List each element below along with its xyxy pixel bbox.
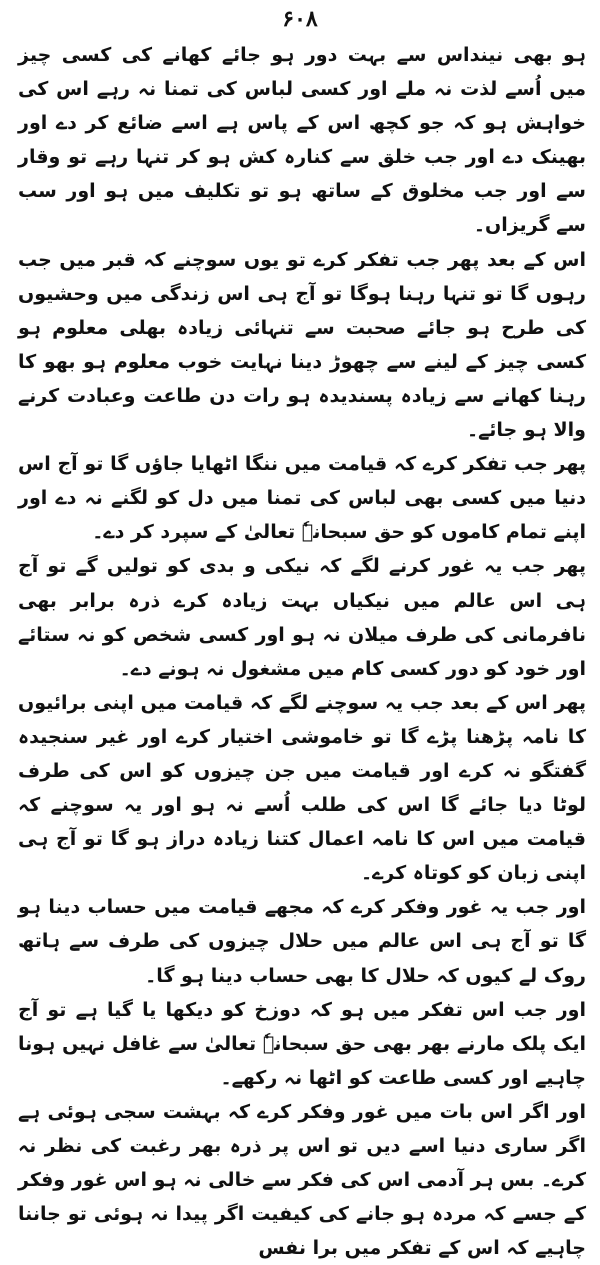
paragraph: اس کے بعد پھر جب تفکر کرے تو یوں سوچنے کہ قبر میں جب رہوں گا تو تنہا رہنا ہوگا تو آج ہی اس زندگی میں وحشیوں کی طرح ہو جائے صحبت سے تنہائی زیادہ بھلی معلوم ہو کسی چیز کے لینے سے چھوڑ دینا نہایت خوب معلوم ہو بھو کا رہنا کھانے سے زیادہ پسندیدہ ہو رات دن طاعت وعبادت کرنے والا ہو جائے۔ — [18, 248, 586, 442]
paragraph: پھر اس کے بعد جب یہ سوچنے لگے کہ قیامت میں اپنی برائیوں کا نامہ پڑھنا پڑے گا تو خاموشی اختیار کرے اور غیر سنجیدہ گفتگو نہ کرے اور قیامت میں جن چیزوں کو اس کی طرف لوٹا دیا جائے گا اس کی طلب اُسے نہ ہو اور یہ سوچنے کہ قیامت میں اس کا نامہ اعمال کتنا زیادہ دراز ہو گا تو آج ہی اپنی زبان کو کوتاہ کرے۔ — [18, 691, 586, 885]
paragraph: پھر جب یہ غور کرنے لگے کہ نیکی و بدی کو تولیں گے تو آج ہی اس عالم میں نیکیاں بہت زیادہ کرے ذرہ برابر بھی نافرمانی کی طرف میلان نہ ہو اور کسی شخص کو نہ ستائے اور خود کو دور کسی کام میں مشغول نہ ہونے دے۔ — [18, 555, 586, 680]
page-number: ۶۰۸ — [282, 6, 318, 32]
paragraph: اور جب یہ غور وفکر کرے کہ مجھے قیامت میں حساب دینا ہو گا تو آج ہی اس عالم میں حلال چیزوں کی طرف سے ہاتھ روک لے کیوں کہ حلال کا بھی حساب دینا ہو گا۔ — [18, 896, 586, 987]
paragraph: ہو بھی نینداس سے بہت دور ہو جائے کھانے کی کسی چیز میں اُسے لذت نہ ملے اور کسی لباس کی تمنا نہ رہے اس کی خواہش ہو کہ جو کچھ اس کے پاس ہے اسے ضائع کر دے اور بھینک دے اور جب خلق سے کنارہ کش ہو کر تنہا رہے تو وقار سے اور جب مخلوق کے ساتھ ہو تو تکلیف میں ہو اور سب سے گریزاں۔ — [18, 44, 586, 237]
paragraph: اور اگر اس بات میں غور وفکر کرے کہ بہشت سجی ہوئی ہے اگر ساری دنیا اسے دیں تو اس پر ذرہ بھر رغبت کی نظر نہ کرے۔ بس ہر آدمی اس کی فکر سے خالی نہ ہو اس غور وفکر کے جسے کہ مردہ ہو جانے کی کیفیت اگر پیدا نہ ہوئی تو جاننا چاہیے کہ اس کے تفکر میں برا نفس — [18, 1100, 586, 1260]
body-text — [18, 38, 586, 1265]
paragraph: پھر جب تفکر کرے کہ قیامت میں ننگا اٹھایا جاؤں گا تو آج اس دنیا میں کسی بھی لباس کی تمنا میں دل کو لگنے نہ دے اور اپنے تمام کاموں کو حق سبحانہٗ تعالیٰ کے سپرد کر دے۔ — [18, 453, 586, 544]
paragraph: اور جب اس تفکر میں ہو کہ دوزخ کو دیکھا یا گیا ہے تو آج ایک پلک مارنے بھر بھی حق سبحانہٗ تعالیٰ سے غافل نہیں ہونا چاہیے اور کسی طاعت کو اٹھا نہ رکھے۔ — [18, 998, 586, 1089]
